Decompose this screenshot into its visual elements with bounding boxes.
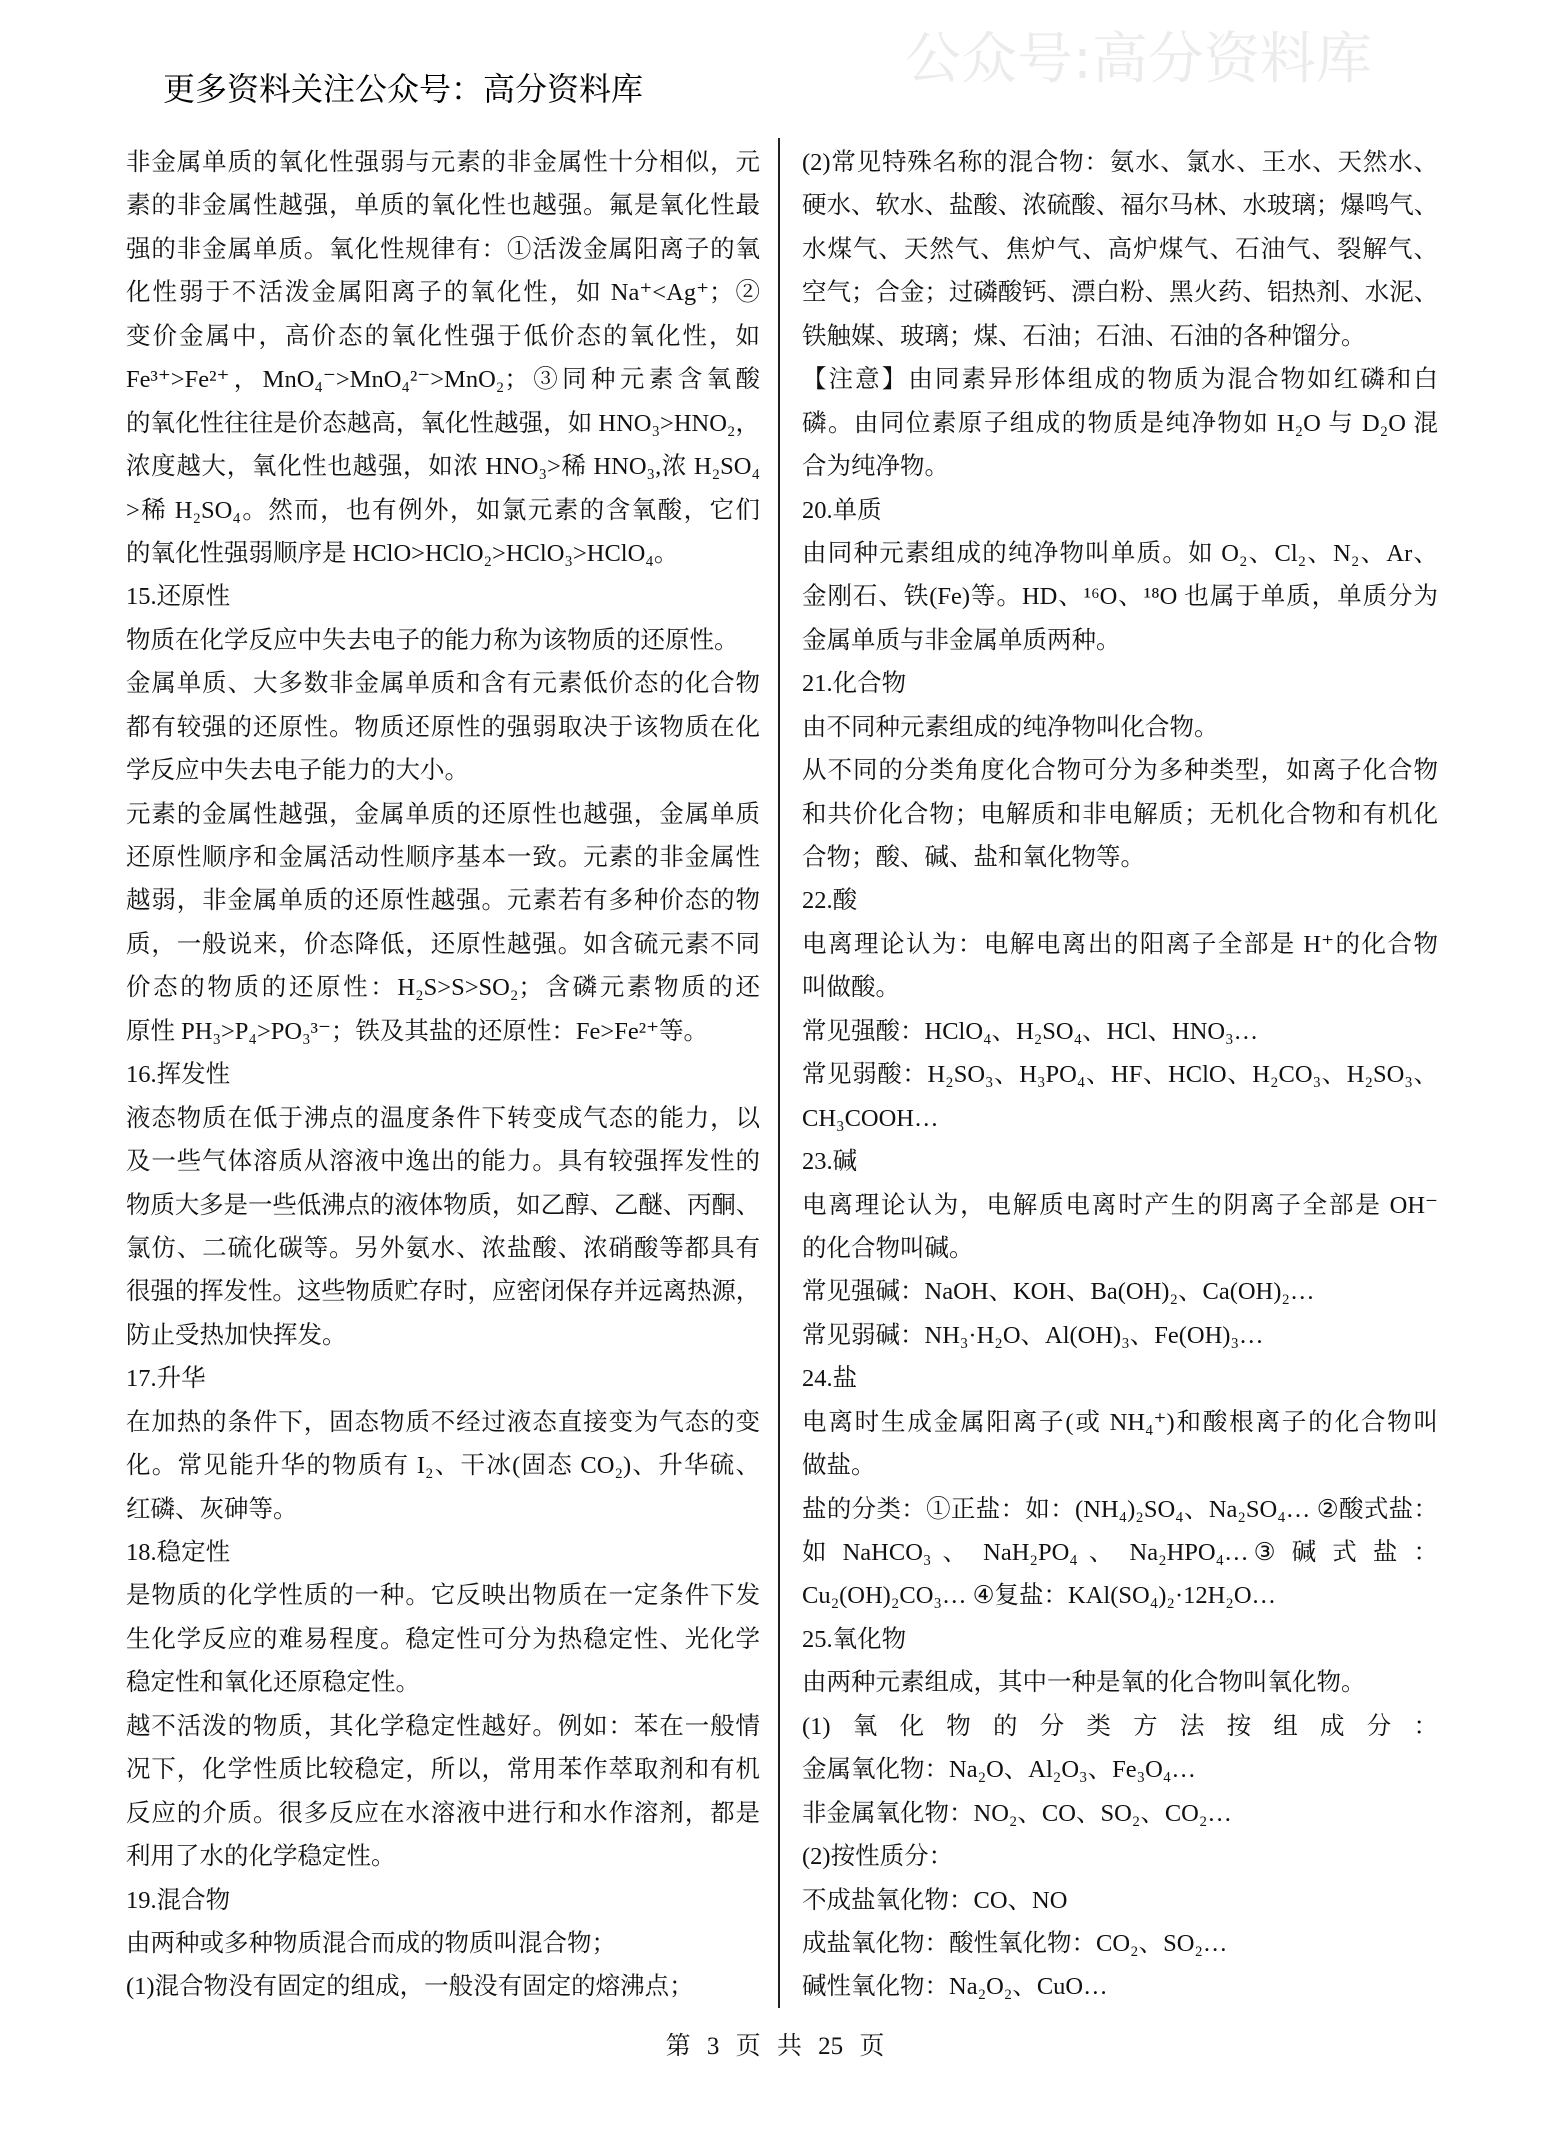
text-line: 的氧化性往往是价态越高，氧化性越强，如 HNO₃>HNO₂， [126, 409, 760, 437]
section-heading: 23.碱 [802, 1148, 858, 1176]
text-line: 铁触媒、玻璃；煤、石油；石油、石油的各种馏分。 [802, 322, 1366, 350]
text-line: 素的非金属性越强，单质的氧化性也越强。氟是氧化性最 [126, 192, 760, 220]
text-line: (1)混合物没有固定的组成，一般没有固定的熔沸点； [126, 1973, 694, 2001]
text-line: 物质在化学反应中失去电子的能力称为该物质的还原性。 [126, 626, 739, 654]
section-heading: 24.盐 [802, 1365, 858, 1393]
text-line: 利用了水的化学稳定性。 [126, 1843, 396, 1871]
text-line: 金刚石、铁(Fe)等。HD、¹⁶O、¹⁸O 也属于单质，单质分为 [802, 583, 1438, 611]
text-line: 红磷、灰砷等。 [126, 1495, 298, 1523]
text-line: 的化合物叫碱。 [802, 1234, 974, 1262]
text-line: 常见弱酸：H₂SO₃、H₃PO₄、HF、HClO、H₂CO₃、H₂SO₃、 [802, 1061, 1438, 1089]
text-line: 浓度越大，氧化性也越强，如浓 HNO₃>稀 HNO₃,浓 H₂SO₄ [126, 453, 760, 481]
text-line: 合物；酸、碱、盐和氧化物等。 [802, 844, 1145, 871]
text-line: 变价金属中，高价态的氧化性强于低价态的氧化性，如 [126, 322, 760, 350]
text-line: 反应的介质。很多反应在水溶液中进行和水作溶剂，都是 [126, 1799, 760, 1827]
text-line: 合为纯净物。 [802, 453, 949, 481]
watermark: 公众号:高分资料库 [905, 27, 1372, 92]
text-line: 及一些气体溶质从溶液中逸出的能力。具有较强挥发性的 [126, 1148, 760, 1176]
text-line: 元素的金属性越强，金属单质的还原性也越强，金属单质 [126, 800, 760, 828]
section-heading: 25.氧化物 [802, 1625, 907, 1653]
right-text-column [802, 141, 1438, 2009]
section-heading: 18.稳定性 [126, 1539, 231, 1566]
text-line: 碱性氧化物：Na₂O₂、CuO… [802, 1973, 1108, 2001]
text-line: Cu₂(OH)₂CO₃… ④复盐：KAl(SO₄)₂·12H₂O… [802, 1582, 1277, 1610]
section-heading: 19.混合物 [126, 1886, 231, 1914]
text-line: 原性 PH₃>P₄>PO₃³⁻；铁及其盐的还原性：Fe>Fe²⁺等。 [126, 1017, 709, 1045]
text-line: 的氧化性强弱顺序是 HClO>HClO₂>HClO₃>HClO₄。 [126, 539, 679, 567]
section-heading: 20.单质 [802, 496, 882, 524]
text-line: (1)氧化物的分类方法按组成分： [802, 1712, 1438, 1740]
text-line: 在加热的条件下，固态物质不经过液态直接变为气态的变 [126, 1408, 760, 1436]
text-line: 还原性顺序和金属活动性顺序基本一致。元素的非金属性 [126, 844, 760, 871]
text-line: 都有较强的还原性。物质还原性的强弱取决于该物质在化 [126, 713, 760, 741]
text-line: 生化学反应的难易程度。稳定性可分为热稳定性、光化学 [126, 1625, 760, 1653]
text-line: 金属单质、大多数非金属单质和含有元素低价态的化合物 [126, 670, 760, 698]
text-line: 成盐氧化物：酸性氧化物：CO₂、SO₂… [802, 1929, 1228, 1957]
text-line: 防止受热加快挥发。 [126, 1321, 347, 1349]
text-line: 学反应中失去电子能力的大小。 [126, 757, 469, 785]
text-line: (2)常见特殊名称的混合物：氨水、氯水、王水、天然水、 [802, 149, 1438, 176]
text-line: 叫做酸。 [802, 974, 900, 1002]
text-line: 如 NaHCO₃ 、 NaH₂PO₄ 、 Na₂HPO₄…③ 碱 式 盐 ： [802, 1539, 1438, 1566]
page-header: 更多资料关注公众号：高分资料库 [163, 70, 644, 108]
text-line: 水煤气、天然气、焦炉气、高炉煤气、石油气、裂解气、 [802, 235, 1438, 263]
text-line: 磷。由同位素原子组成的物质是纯净物如 H₂O 与 D₂O 混 [802, 409, 1438, 437]
section-heading: 16.挥发性 [126, 1061, 231, 1089]
text-line: 和共价化合物；电解质和非电解质；无机化合物和有机化 [802, 800, 1438, 828]
text-line: 不成盐氧化物：CO、NO [802, 1886, 1068, 1914]
text-line: 质，一般说来，价态降低，还原性越强。如含硫元素不同 [126, 930, 760, 958]
text-line: 越不活泼的物质，其化学稳定性越好。例如：苯在一般情 [126, 1712, 760, 1740]
text-line: (2)按性质分： [802, 1843, 954, 1871]
text-line: 金属单质与非金属单质两种。 [802, 626, 1121, 654]
text-line: 非金属氧化物：NO₂、CO、SO₂、CO₂… [802, 1799, 1232, 1827]
section-heading: 22.酸 [802, 887, 858, 915]
text-line: 由不同种元素组成的纯净物叫化合物。 [802, 713, 1219, 741]
left-text-column [126, 141, 760, 2009]
text-line: 由同种元素组成的纯净物叫单质。如 O₂、Cl₂、N₂、Ar、 [802, 539, 1438, 567]
text-line: 硬水、软水、盐酸、浓硫酸、福尔马林、水玻璃；爆鸣气、 [802, 192, 1438, 220]
page-number: 第 3 页 共 25 页 [665, 2033, 885, 2060]
text-line: 常见强酸：HClO₄、H₂SO₄、HCl、HNO₃… [802, 1017, 1259, 1045]
text-line: 常见弱碱：NH₃·H₂O、Al(OH)₃、Fe(OH)₃… [802, 1321, 1264, 1349]
text-line: 是物质的化学性质的一种。它反映出物质在一定条件下发 [126, 1582, 760, 1610]
text-line: 物质大多是一些低沸点的液体物质，如乙醇、乙醚、丙酮、 [126, 1191, 760, 1219]
text-line: 由两种元素组成，其中一种是氧的化合物叫氧化物。 [802, 1669, 1366, 1697]
text-line: >稀 H₂SO₄。然而，也有例外，如氯元素的含氧酸，它们 [126, 496, 760, 524]
text-line: 电离理论认为：电解电离出的阳离子全部是 H⁺的化合物 [802, 930, 1438, 958]
section-heading: 17.升华 [126, 1365, 206, 1393]
section-heading: 21.化合物 [802, 670, 907, 698]
text-line: 况下，化学性质比较稳定，所以，常用苯作萃取剂和有机 [126, 1756, 760, 1784]
text-line: 强的非金属单质。氧化性规律有：①活泼金属阳离子的氧 [126, 235, 760, 263]
text-line: 价态的物质的还原性：H₂S>S>SO₂；含磷元素物质的还 [126, 974, 760, 1002]
section-heading: 15.还原性 [126, 583, 231, 611]
text-line: 【注意】由同素异形体组成的物质为混合物如红磷和白 [802, 366, 1438, 394]
text-line: 稳定性和氧化还原稳定性。 [126, 1669, 420, 1697]
text-line: 电离时生成金属阳离子(或 NH₄⁺)和酸根离子的化合物叫 [802, 1408, 1438, 1436]
text-line: 化性弱于不活泼金属阳离子的氧化性，如 Na⁺<Ag⁺；② [126, 279, 760, 307]
text-line: 很强的挥发性。这些物质贮存时，应密闭保存并远离热源， [126, 1278, 760, 1306]
text-line: CH₃COOH… [802, 1104, 939, 1132]
text-line: 液态物质在低于沸点的温度条件下转变成气态的能力，以 [126, 1104, 760, 1132]
text-line: 金属氧化物：Na₂O、Al₂O₃、Fe₃O₄… [802, 1756, 1196, 1784]
text-line: 越弱，非金属单质的还原性越强。元素若有多种价态的物 [126, 887, 760, 915]
text-line: 化。常见能升华的物质有 I₂、干冰(固态 CO₂)、升华硫、 [126, 1452, 760, 1480]
text-line: Fe³⁺>Fe²⁺，MnO₄⁻>MnO₄²⁻>MnO₂；③同种元素含氧酸 [126, 366, 760, 394]
text-line: 氯仿、二硫化碳等。另外氨水、浓盐酸、浓硝酸等都具有 [126, 1234, 760, 1262]
text-line: 做盐。 [802, 1452, 876, 1480]
text-line: 盐的分类：①正盐：如：(NH₄)₂SO₄、Na₂SO₄… ②酸式盐： [802, 1495, 1438, 1523]
text-line: 由两种或多种物质混合而成的物质叫混合物； [126, 1929, 616, 1957]
text-line: 常见强碱：NaOH、KOH、Ba(OH)₂、Ca(OH)₂… [802, 1278, 1315, 1306]
column-divider [778, 138, 780, 2008]
text-line: 电离理论认为，电解质电离时产生的阴离子全部是 OH⁻ [802, 1191, 1438, 1219]
text-line: 从不同的分类角度化合物可分为多种类型，如离子化合物 [802, 757, 1438, 785]
text-line: 空气；合金；过磷酸钙、漂白粉、黑火药、铝热剂、水泥、 [802, 279, 1438, 307]
text-line: 非金属单质的氧化性强弱与元素的非金属性十分相似，元 [126, 149, 760, 176]
